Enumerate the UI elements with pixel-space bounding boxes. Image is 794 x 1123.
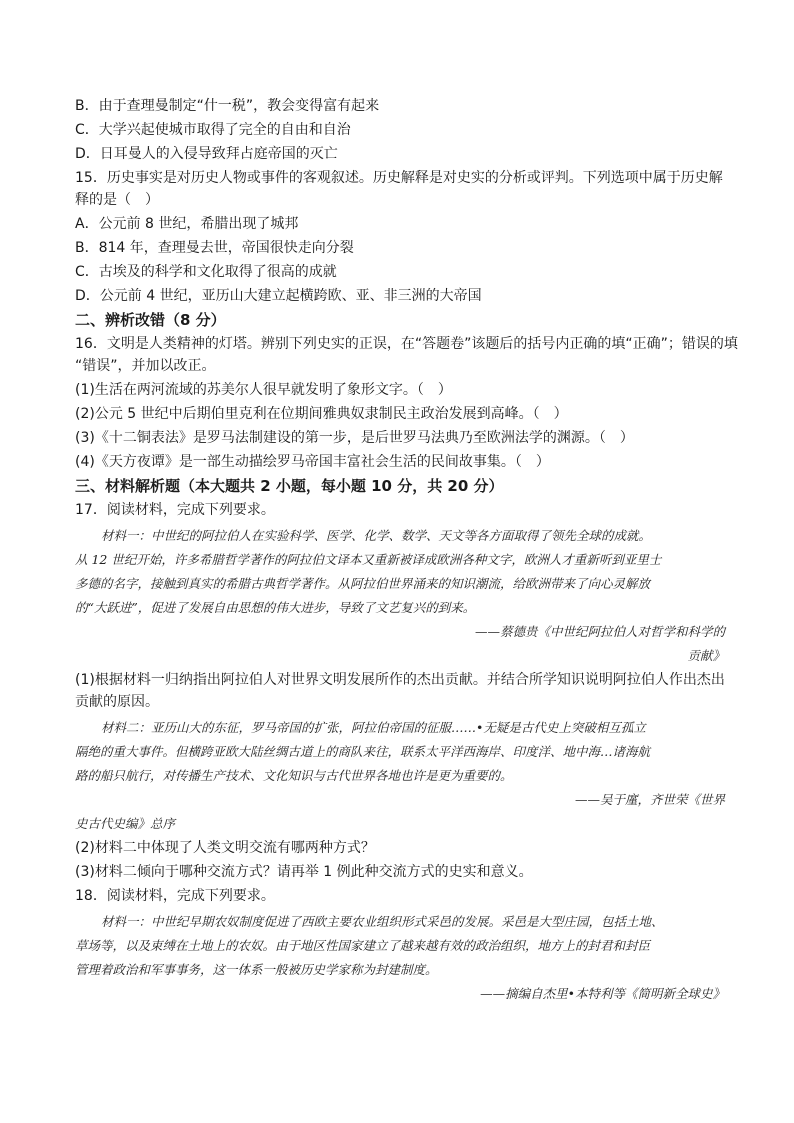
q17-intro: 17．阅读材料，完成下列要求。 <box>75 502 275 518</box>
q18-material1-line2: 草场等，以及束缚在土地上的农奴。由于地区性国家建立了越来越有效的政治组织，地方上的封君和封臣 <box>75 938 651 953</box>
q18-material1-line3: 管理着政治和军事事务，这一体系一般被历史学家称为封建制度。 <box>75 962 438 977</box>
q17-material1-line1: 材料一：中世纪的阿拉伯人在实验科学、医学、化学、数学、天文等各方面取得了领先全球的成就。 <box>101 528 652 543</box>
q17-material2-line1: 材料二：亚历山大的东征，罗马帝国的扩张，阿拉伯帝国的征服……•无疑是古代史上突破相互孤立 <box>101 720 646 735</box>
q16-stem-line1: 16．文明是人类精神的灯塔。辨别下列史实的正误，在“答题卷”该题后的括号内正确的填“正确”；错误的填 <box>75 336 738 352</box>
q15-option-a: A．公元前 8 世纪，希腊出现了城邦 <box>75 216 299 232</box>
q17-question1-line2: 贡献的原因。 <box>75 694 159 710</box>
q16-item-3: (3)《十二铜表法》是罗马法制建设的第一步，是后世罗马法典乃至欧洲法学的渊源。（ ） <box>75 430 634 446</box>
q18-intro: 18．阅读材料，完成下列要求。 <box>75 888 275 904</box>
q16-stem-line2: “错误”，并加以改正。 <box>75 358 216 374</box>
q17-material1-line2: 从 12 世纪开始，许多希腊哲学著作的阿拉伯文译本又重新被译成欧洲各种文字，欧洲人才重新听到亚里士 <box>75 552 662 567</box>
q17-question1-line1: (1)根据材料一归纳指出阿拉伯人对世界文明发展所作的杰出贡献。并结合所学知识说明阿拉伯人作出杰出 <box>75 672 725 688</box>
q18-material1-line1: 材料一：中世纪早期农奴制度促进了西欧主要农业组织形式采邑的发展。采邑是大型庄园，包括土地、 <box>101 914 664 929</box>
q17-material2-source-line1: ——吴于廑，齐世荣《世界 <box>574 792 725 807</box>
q15-option-d: D．公元前 4 世纪，亚历山大建立起横跨欧、亚、非三洲的大帝国 <box>75 288 482 304</box>
q17-material2-source-line2: 史古代史编》总序 <box>75 816 176 831</box>
q16-item-2: (2)公元 5 世纪中后期伯里克利在位期间雅典奴隶制民主政治发展到高峰。（ ） <box>75 406 568 422</box>
section2-heading: 二、辨析改错（8 分） <box>75 311 226 329</box>
q15-stem-line2: 释的是（ ） <box>75 192 159 208</box>
q18-material1-source: ——摘编自杰里•本特利等《简明新全球史》 <box>480 986 725 1001</box>
q15-option-b: B．814 年，查理曼去世，帝国很快走向分裂 <box>75 240 354 256</box>
q17-material1-line3: 多德的名字，接触到真实的希腊古典哲学著作。从阿拉伯世界涌来的知识潮流，给欧洲带来了向心灵解放 <box>75 576 651 591</box>
q17-question2: (2)材料二中体现了人类文明交流有哪两种方式？ <box>75 840 375 856</box>
q17-question3: (3)材料二倾向于哪种交流方式？请再举 1 例此种交流方式的史实和意义。 <box>75 864 533 880</box>
q14-option-b: B．由于查理曼制定“什一税”，教会变得富有起来 <box>75 98 380 114</box>
q17-material1-source-line2: 贡献》 <box>687 648 725 663</box>
q14-option-d: D．日耳曼人的入侵导致拜占庭帝国的灭亡 <box>75 146 338 162</box>
section3-heading: 三、材料解析题（本大题共 2 小题，每小题 10 分，共 20 分） <box>75 477 504 495</box>
q16-item-1: (1)生活在两河流域的苏美尔人很早就发明了象形文字。（ ） <box>75 382 452 398</box>
q17-material1-source-line1: ——蔡德贵《中世纪阿拉伯人对哲学和科学的 <box>474 624 725 639</box>
q17-material2-line3: 路的船只航行，对传播生产技术、文化知识与古代世界各地也许是更为重要的。 <box>75 768 513 783</box>
q15-option-c: C．古埃及的科学和文化取得了很高的成就 <box>75 264 337 280</box>
q17-material2-line2: 隔绝的重大事件。但横跨亚欧大陆丝绸古道上的商队来往，联系太平洋西海岸、印度洋、地中海…诸海航 <box>75 744 651 759</box>
q14-option-c: C．大学兴起使城市取得了完全的自由和自治 <box>75 122 351 138</box>
q15-stem-line1: 15．历史事实是对历史人物或事件的客观叙述。历史解释是对史实的分析或评判。下列选项中属于历史解 <box>75 170 723 186</box>
q16-item-4: (4)《天方夜谭》是一部生动描绘罗马帝国丰富社会生活的民间故事集。（ ） <box>75 454 550 470</box>
q17-material1-line4: 的“大跃进”，促进了发展自由思想的伟大进步，导致了文艺复兴的到来。 <box>75 600 476 615</box>
